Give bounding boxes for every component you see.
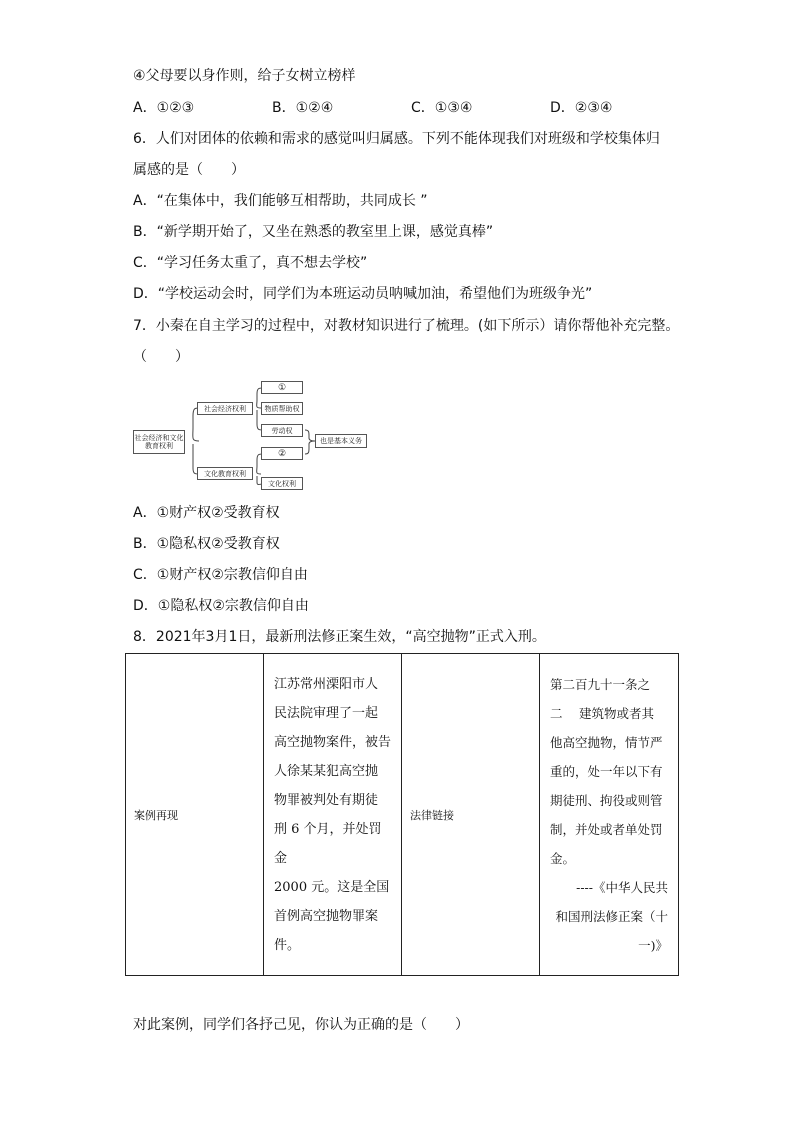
case-label: 案例再现 (126, 654, 264, 976)
diagram-side-duty: 也是基本义务 (315, 434, 367, 448)
case-line: 件。 (274, 937, 301, 953)
q5-item-4: ④父母要以身作则，给子女树立榜样 (133, 68, 356, 84)
case-line: 人徐某某犯高空抛 (274, 763, 379, 779)
q6-stem-line1: 6．人们对团体的依赖和需求的感觉叫归属感。下列不能体现我们对班级和学校集体归 (133, 131, 660, 147)
q6-option-a: A．“在集体中，我们能够互相帮助，共同成长 ” (133, 193, 428, 209)
case-line: 物罪被判处有期徒 (274, 792, 379, 808)
q7-option-c: C．①财产权②宗教信仰自由 (133, 567, 308, 583)
law-line: 他高空抛物，情节严 (550, 734, 663, 750)
law-source-line: ----《中华人民共 (576, 879, 668, 895)
case-line: 高空抛物案件，被告 (274, 734, 392, 750)
diagram-branch-cultural: 文化教育权利 (197, 467, 253, 480)
q5-option-c: C．①③④ (411, 100, 473, 116)
case-description (264, 654, 402, 976)
case-table (125, 653, 679, 976)
law-label: 法律链接 (402, 654, 540, 976)
q7-stem-line2: （ ） (133, 349, 189, 365)
case-line: 刑 6 个月，并处罚金 (274, 821, 382, 866)
q8-followup: 对此案例，同学们各抒己见，你认为正确的是（ ） (133, 1017, 469, 1033)
law-line: 二 建筑物或者其 (550, 705, 654, 721)
law-source-line: 和国刑法修正案（十 (555, 908, 668, 924)
q6-stem-line2: 属感的是（ ） (133, 162, 245, 178)
q6-option-d: D．“学校运动会时，同学们为本班运动员呐喊加油，希望他们为班级争光” (133, 286, 593, 302)
q8-stem: 8．2021年3月1日，最新刑法修正案生效，“高空抛物”正式入刑。 (133, 629, 546, 645)
diagram-branch-economic: 社会经济权利 (197, 402, 253, 415)
q6-option-b: B．“新学期开始了，又坐在熟悉的教室里上课，感觉真棒” (133, 224, 494, 240)
law-line: 金。 (550, 850, 576, 866)
diagram-leaf-labor: 劳动权 (261, 424, 303, 437)
q5-option-d: D．②③④ (550, 100, 613, 116)
q7-option-d: D．①隐私权②宗教信仰自由 (133, 598, 309, 614)
q5-options (133, 98, 689, 118)
q7-stem-line1: 7．小秦在自主学习的过程中，对教材知识进行了梳理。(如下所示）请你帮他补充完整。 (133, 318, 680, 334)
law-line: 期徒刑、拘役或则管 (550, 792, 663, 808)
law-line: 制，并处或者单处罚 (550, 821, 663, 837)
diagram-leaf-material-aid: 物质帮助权 (261, 402, 303, 415)
diagram-root: 社会经济和文化教育权利 (133, 430, 185, 454)
law-line: 第二百九十一条之 (550, 676, 651, 692)
law-line: 重的，处一年以下有 (550, 763, 663, 779)
diagram-leaf-cultural: 文化权利 (261, 477, 303, 490)
case-line: 江苏常州溧阳市人 (274, 676, 379, 692)
case-line: 民法院审理了一起 (274, 705, 379, 721)
case-line: 2000 元。这是全国 (274, 879, 390, 895)
case-line: 首例高空抛物罪案 (274, 908, 379, 924)
q7-option-a: A．①财产权②受教育权 (133, 505, 280, 521)
q5-option-b: B．①②④ (272, 100, 334, 116)
law-text (540, 654, 679, 976)
law-source-line: 一)》 (638, 937, 668, 953)
diagram-blank-2: ② (261, 447, 303, 460)
q7-option-b: B．①隐私权②受教育权 (133, 536, 280, 552)
q6-option-c: C．“学习任务太重了，真不想去学校” (133, 255, 368, 271)
q5-option-a: A．①②③ (133, 100, 195, 116)
rights-mind-map (133, 378, 373, 498)
diagram-blank-1: ① (261, 381, 303, 394)
